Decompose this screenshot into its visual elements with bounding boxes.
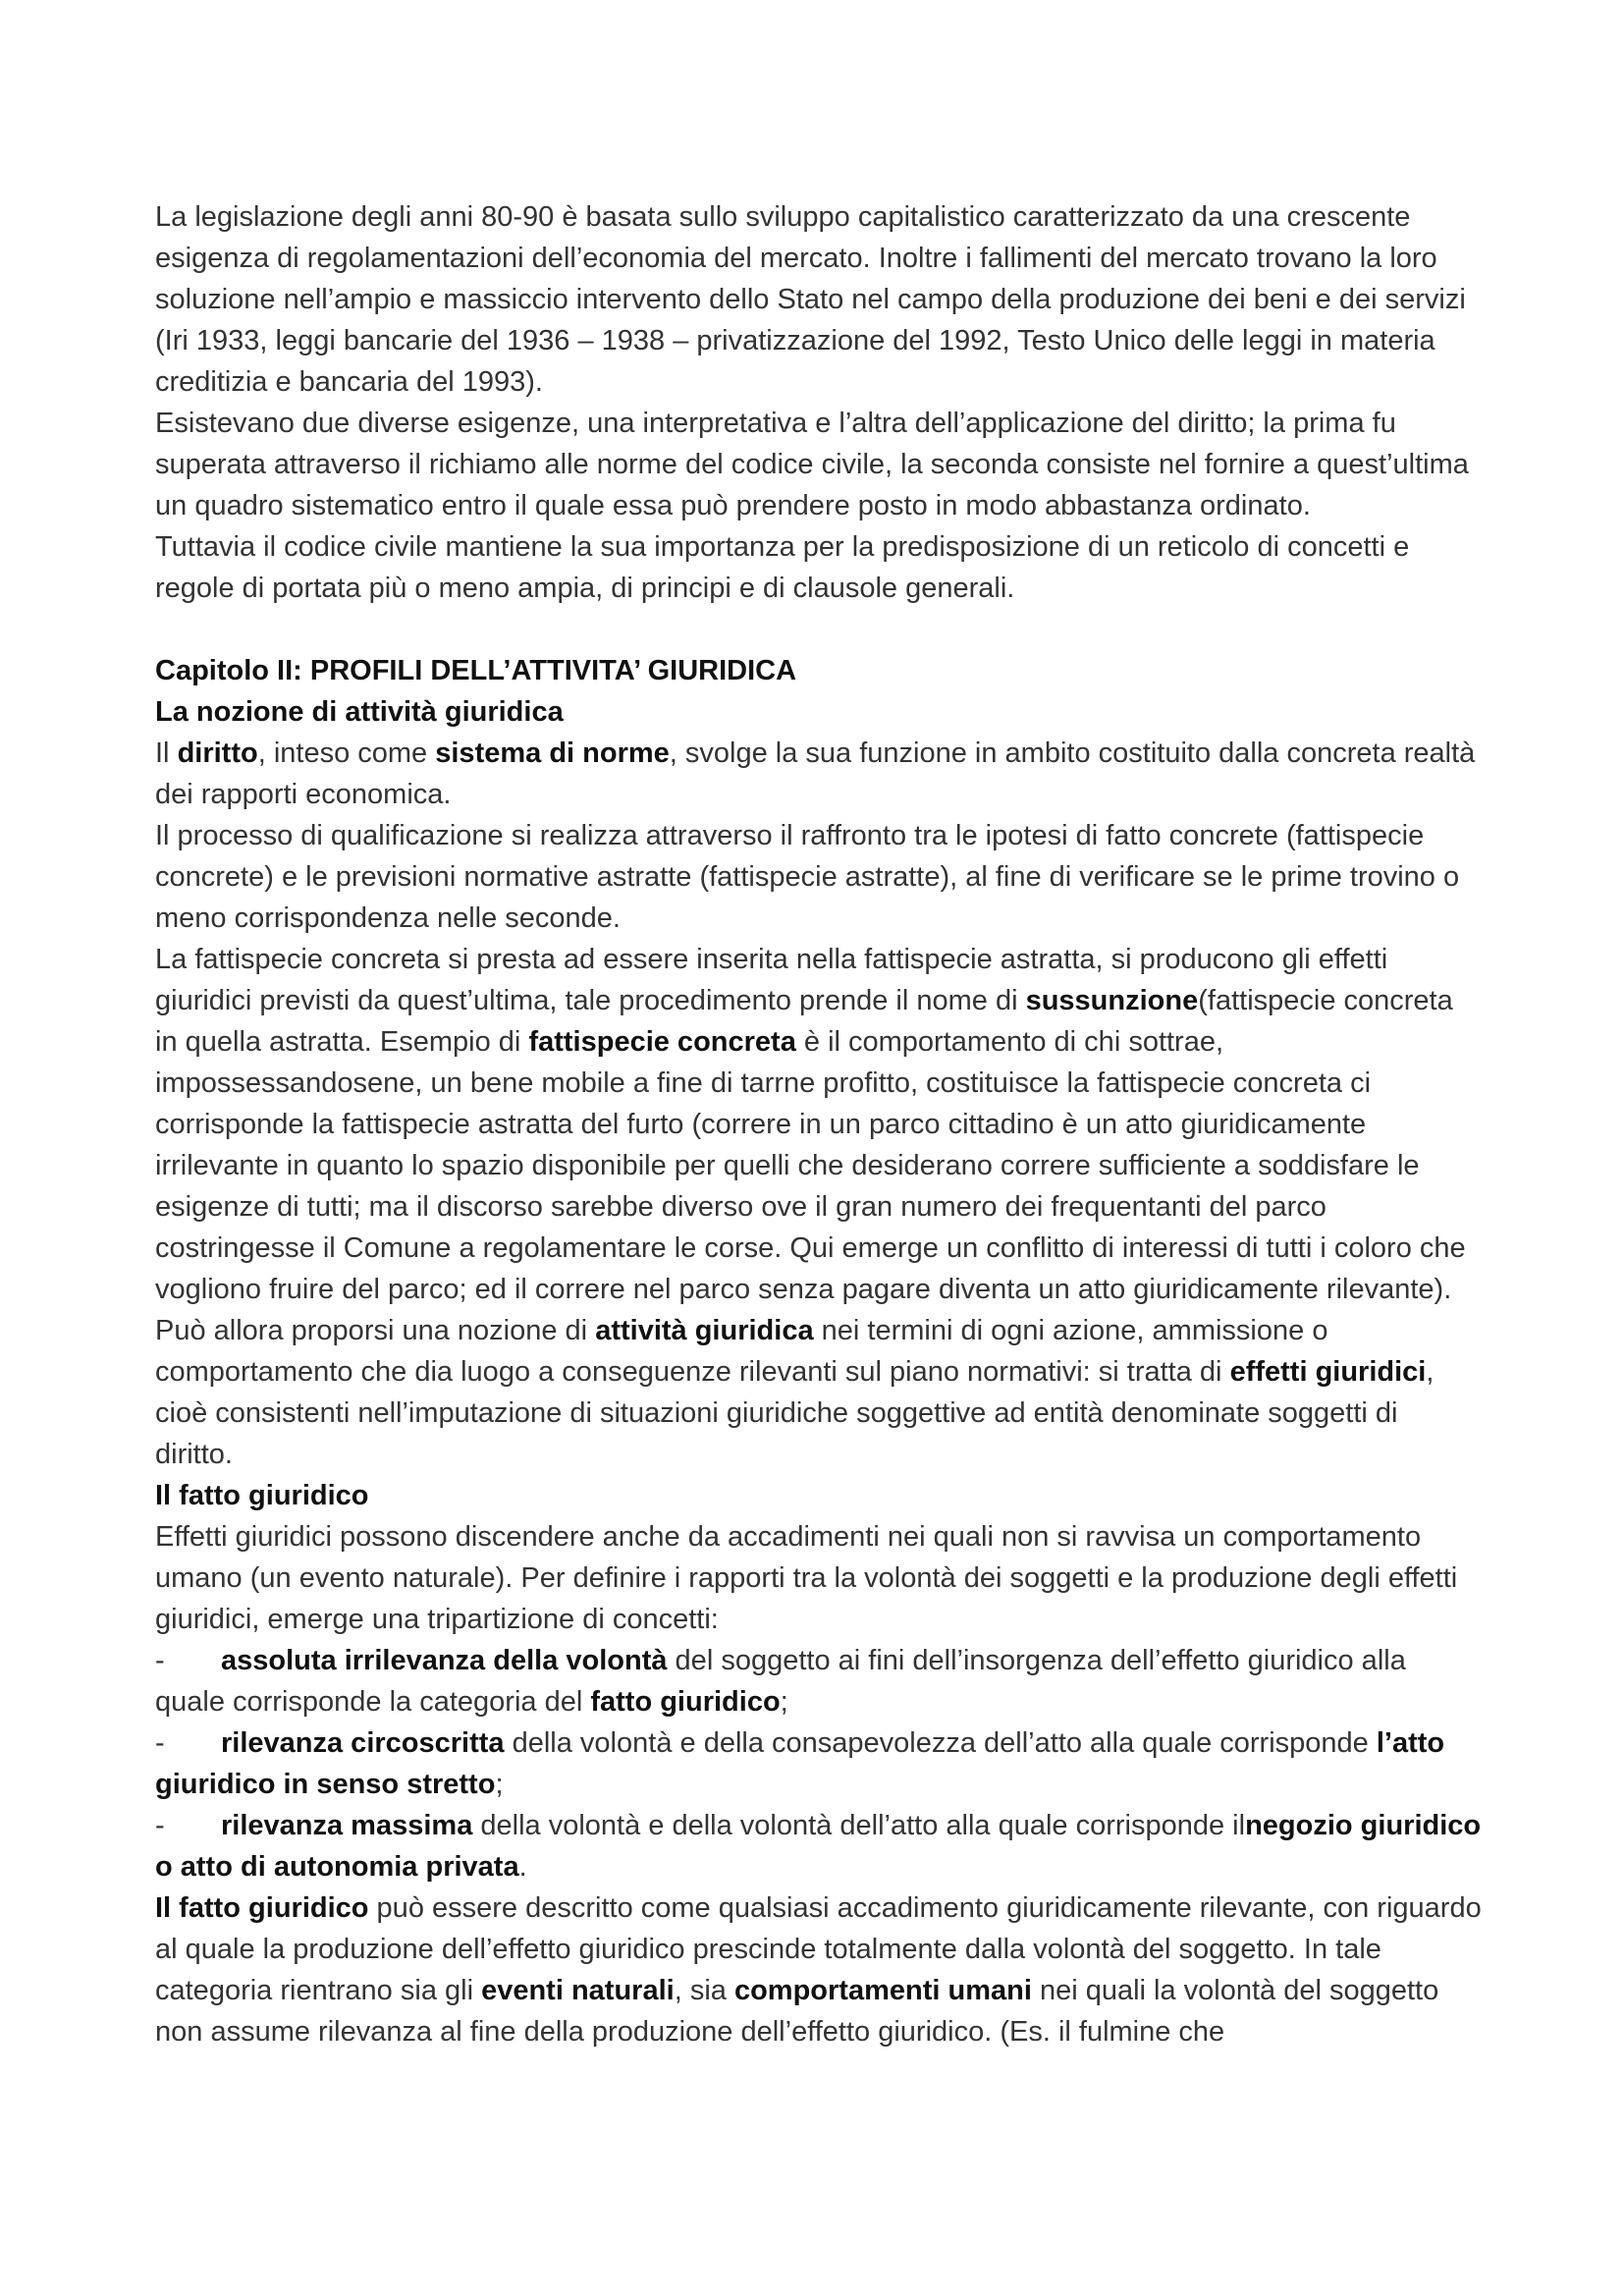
- section1-paragraph-3: [155, 939, 1483, 1310]
- bold-term: comportamenti umani: [733, 1975, 1032, 2006]
- text: può essere descritto come qualsiasi accadimento giuridicamente rilevante, con riguardo al quale la produzione dell’effetto giuridico prescinde totalmente dalla volontà del soggetto. In tale categoria rientrano sia gli: [155, 1892, 1482, 2006]
- bold-term: rilevanza massima: [221, 1810, 473, 1841]
- intro-paragraph-1: La legislazione degli anni 80-90 è basata sullo sviluppo capitalistico caratterizzato da una crescente esigenza di regolamentazioni dell’economia del mercato. Inoltre i fallimenti del mercato trovano la loro soluzione nell’ampio e massiccio intervento dello Stato nel campo della produzione dei beni e dei servizi (Iri 1933, leggi bancarie del 1936 – 1938 – privatizzazione del 1992, Testo Unico delle leggi in materia creditizia e bancaria del 1993).: [155, 201, 1466, 398]
- text: , cioè consistenti nell’imputazione di situazioni giuridiche soggettive ad entità denominate soggetti di diritto.: [155, 1356, 1435, 1470]
- intro-paragraph-2: Esistevano due diverse esigenze, una interpretativa e l’altra dell’applicazione del diritto; la prima fu superata attraverso il richiamo alle norme del codice civile, la seconda consiste nel fornire a quest’ultima un quadro sistematico entro il quale essa può prendere posto in modo abbastanza ordinato.: [155, 408, 1469, 521]
- bold-term: l’atto giuridico in senso stretto: [155, 1727, 1445, 1800]
- bold-term: diritto: [177, 738, 258, 769]
- bold-term: rilevanza circoscritta: [221, 1727, 505, 1759]
- section-title-attivita: La nozione di attività giuridica: [155, 696, 564, 728]
- bold-term: assoluta irrilevanza della volontà: [221, 1645, 668, 1676]
- text: La fattispecie concreta si presta ad essere inserita nella fattispecie astratta, si producono gli effetti giuridici previsti da quest’ultima, tale procedimento prende il nome di: [155, 944, 1388, 1016]
- chapter-title: Capitolo II: PROFILI DELL’ATTIVITA’ GIURIDICA: [155, 655, 797, 686]
- bold-term: attività giuridica: [595, 1315, 814, 1346]
- document-body: [155, 196, 1483, 2052]
- bold-term: fatto giuridico: [590, 1686, 781, 1718]
- section-title-fatto-giuridico: Il fatto giuridico: [155, 1480, 369, 1511]
- bold-term: sussunzione: [1025, 985, 1199, 1016]
- intro-paragraph-3: Tuttavia il codice civile mantiene la sua importanza per la predisposizione di un reticolo di concetti e regole di portata più o meno ampia, di principi e di clausole generali.: [155, 531, 1410, 604]
- section2-paragraph-last: [155, 1887, 1483, 2052]
- section2-intro: Effetti giuridici possono discendere anche da accadimenti nei quali non si ravvisa un comportamento umano (un evento naturale). Per definire i rapporti tra la volontà dei soggetti e la produzione degli effetti giuridici, emerge una tripartizione di concetti:: [155, 1521, 1458, 1635]
- text: è il comportamento di chi sottrae, impossessandosene, un bene mobile a fine di tarrne profitto, costituisce la fattispecie concreta ci corrisponde la fattispecie astratta del furto (correre in un parco cittadino è un atto giuridicamente irrilevante in quanto lo spazio disponibile per quelli che desiderano correre sufficiente a soddisfare le esigenze di tutti; ma il discorso sarebbe diverso ove il gran numero dei frequentanti del parco costringesse il Comune a regolamentare le corse. Qui emerge un conflitto di interessi di tutti i coloro che vogliono fruire del parco; ed il correre nel parco senza pagare diventa un atto giuridicamente rilevante).: [155, 1026, 1466, 1305]
- text: della volontà e della volontà dell’atto alla quale corrisponde il: [472, 1810, 1246, 1841]
- list-dash: -: [155, 1645, 165, 1676]
- bold-term: eventi naturali: [481, 1975, 675, 2006]
- text: , svolge la sua funzione in ambito costituito dalla concreta realtà dei rapporti economica.: [155, 738, 1476, 810]
- bold-term: effetti giuridici: [1229, 1356, 1427, 1388]
- section1-paragraph-2: Il processo di qualificazione si realizza attraverso il raffronto tra le ipotesi di fatto concrete (fattispecie concrete) e le previsioni normative astratte (fattispecie astratte), al fine di verificare se le prime trovino o meno corrispondenza nelle seconde.: [155, 820, 1460, 934]
- text: (fattispecie concreta in quella astratta. Esempio di: [155, 985, 1453, 1058]
- text: , sia: [674, 1975, 734, 2006]
- list-dash: -: [155, 1727, 165, 1759]
- section1-paragraph-1: [155, 733, 1483, 815]
- text: ;: [780, 1686, 788, 1718]
- bold-term: Il fatto giuridico: [155, 1892, 369, 1924]
- text: della volontà e della consapevolezza dell’atto alla quale corrisponde: [504, 1727, 1377, 1759]
- bold-term: fattispecie concreta: [528, 1026, 796, 1058]
- text: Può allora proporsi una nozione di: [155, 1315, 596, 1346]
- list-dash: -: [155, 1810, 165, 1841]
- text: ;: [495, 1769, 504, 1800]
- text: , inteso come: [257, 738, 436, 769]
- text: .: [518, 1851, 527, 1883]
- bold-term: negozio giuridico o atto di autonomia privata: [155, 1810, 1482, 1883]
- section1-paragraph-4: [155, 1310, 1483, 1475]
- text: nei termini di ogni azione, ammissione o comportamento che dia luogo a conseguenze rilevanti sul piano normativi: si tratta di: [155, 1315, 1328, 1388]
- text: del soggetto ai fini dell’insorgenza dell’effetto giuridico alla quale corrisponde la categoria del: [155, 1645, 1406, 1718]
- list-item: [155, 1722, 1483, 1805]
- text: nei quali la volontà del soggetto non assume rilevanza al fine della produzione dell’effetto giuridico. (Es. il fulmine che: [155, 1975, 1439, 2048]
- bold-term: sistema di norme: [435, 738, 670, 769]
- text: Il: [155, 738, 178, 769]
- list-item: [155, 1640, 1483, 1722]
- spacer: [155, 609, 1483, 650]
- list-item: [155, 1805, 1483, 1887]
